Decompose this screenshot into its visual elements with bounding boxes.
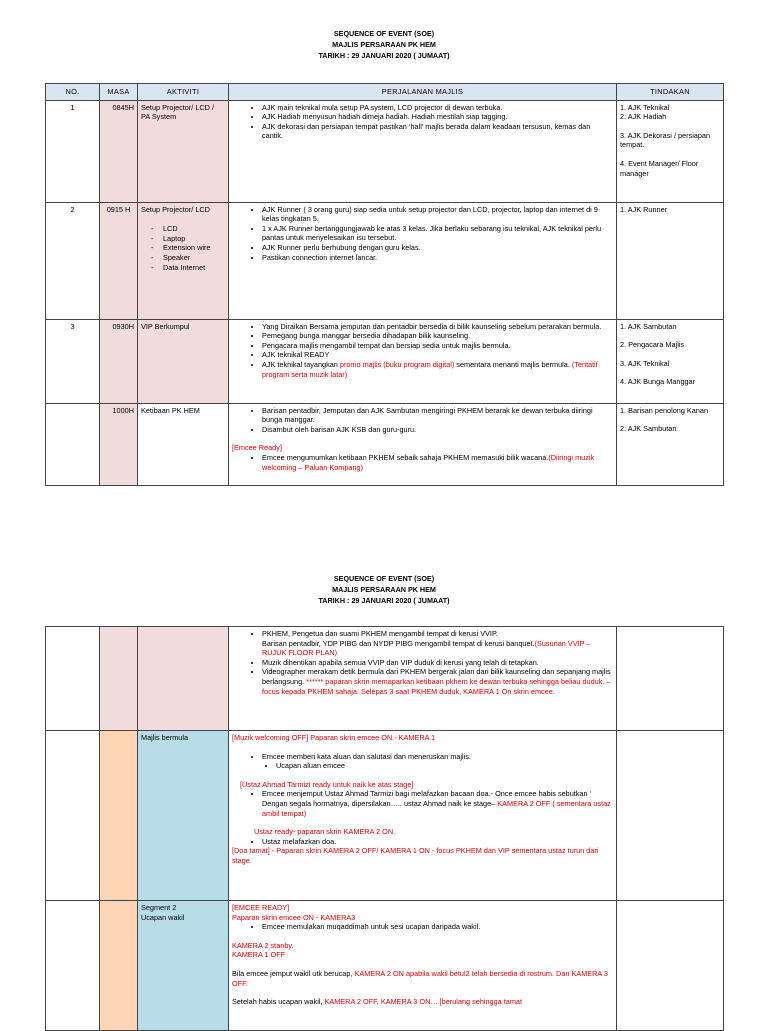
row-aktiviti: Setup Projector/ LCD / PA System [138, 100, 229, 202]
col-perjalanan: PERJALANAN MAJLIS [229, 84, 617, 101]
row-aktiviti: Ketibaan PK HEM [138, 403, 229, 485]
text [232, 997, 613, 1007]
red-note: KAMERA 2 OFF ( sementara ustaz ambil tempat) [262, 798, 611, 818]
list-item: • Emcee memberi kata aluan dan salutasi dan meneruskan majlis. [262, 752, 613, 762]
row-masa: 0930H [100, 319, 138, 403]
list-item: • 1 x AJK Runner bertanggungjawab ke atas 3 kelas. Jika berlaku sebarang isu teknikal, AJK teknikal perlu pantas untuk menyelesaikan isu tersebut. [262, 224, 613, 243]
tindakan-item: 2. Pengacara Majlis [620, 340, 685, 350]
row-perjalanan [229, 403, 617, 485]
table-row [46, 403, 724, 485]
soe-table-page1 [45, 83, 724, 486]
tindakan-item: 1. Barisan penolong Kanan [620, 405, 709, 415]
row-tindakan [617, 901, 724, 1031]
table-row [46, 731, 724, 901]
text [232, 969, 613, 988]
list-item: • Pemegang bunga manggar bersedia dihadapan bilik kaunseling. [262, 331, 613, 341]
list-item: • AJK Hadiah menyusun hadiah dimeja hadiah. Hadiah mestilah siap tagging. [262, 112, 613, 122]
doc-date: TARIKH : 29 JANUARI 2020 ( JUMAAT) [318, 596, 450, 605]
row-aktiviti: VIP Berkumpul [138, 319, 229, 403]
row-masa [100, 627, 138, 731]
red-note: ****** paparan skrin memaparkan ketibaan pkhem ke dewan terbuka sehingga beliau duduk. – focus kepada PKHEM sahaja. Selepas 3 saat PKHEM duduk, KAMERA 1 On skrin emcee. [262, 676, 611, 696]
list-item: • AJK main teknikal mula setup PA system, LCD projector di dewan terbuka. [262, 103, 613, 113]
col-tindakan: TINDAKAN [617, 84, 724, 101]
row-masa: 0915 H [100, 202, 138, 319]
red-note: KAMERA 2 ON apabila wakil betul2 telah bersedia di rostrum. Dan KAMERA 3 OFF. [232, 968, 608, 988]
list-item: • Pastikan connection internet lancar. [262, 253, 613, 263]
text: sementara menanti majlis bermula. [454, 359, 572, 369]
row-perjalanan [229, 901, 617, 1031]
tindakan-item: 3. AJK Dekorasi / persiapan tempat. [620, 130, 711, 150]
cue-note: Ustaz ready- paparan skrin KAMERA 2 ON. [254, 827, 396, 837]
text: Videographer merakam detik bermula dari PKHEM bergerak jalan dari bilik kaunseling dan sepanjang majlis berlangsung. [262, 667, 611, 686]
row-masa: 0845H [100, 100, 138, 202]
cue-note: [Ustaz Ahmad Tarmizi ready untuk naik ke atas stage] [240, 779, 414, 789]
list-item: • Disambut oleh barisan AJK KSB dan guru-guru. [262, 425, 613, 435]
row-masa [100, 901, 138, 1031]
doc-subtitle: MAJLIS PERSARAAN PK HEM [332, 40, 436, 49]
tindakan-item: 2. AJK Hadiah [620, 112, 667, 122]
cue-note: [Muzik welcoming OFF] Paparan skrin emcee ON.- KAMERA 1 [232, 733, 436, 742]
row-tindakan [617, 731, 724, 901]
table-row [46, 100, 724, 202]
page2-header [0, 573, 768, 606]
row-no [46, 627, 100, 731]
cue-note: KAMERA 2 stanby. [232, 940, 294, 950]
row-aktiviti [138, 627, 229, 731]
list-item: • AJK dekorasi dan persiapan tempat pastikan ‘hall’ majlis berada dalam keadaan tersusun, kemas dan cantik. [262, 122, 613, 141]
emcee-ready-note: [Emcee Ready] [232, 443, 282, 453]
list-item [262, 360, 613, 379]
list-item [262, 667, 613, 696]
soe-table-page2 [45, 626, 724, 1031]
list-item: • Yang Diraikan Bersama jemputan dan pentadbir bersedia di bilik kaunseling sebelum perarakan bermula. [262, 322, 613, 332]
list-item: • Pengacara majlis mengambil tempat dan bersiap sedia untuk majlis bermula. [262, 341, 613, 351]
list-item [262, 789, 613, 818]
tindakan-item: 4. Event Manager/ Floor manager [620, 158, 699, 178]
list-item [262, 639, 613, 658]
list-item: • Muzik dihentikan apabila semua VVIP dan VIP duduk di kerusi yang telah di tetapkan. [262, 658, 613, 668]
cue-note: Paparan skrin emcee ON - KAMERA3 [232, 912, 356, 922]
row-perjalanan [229, 731, 617, 901]
row-no: 2 [46, 202, 100, 319]
row-aktiviti [138, 202, 229, 319]
row-aktiviti [138, 901, 229, 1031]
tindakan-item: 1. AJK Teknikal [620, 102, 670, 112]
list-item: • Ustaz melafazkan doa. [262, 837, 613, 847]
red-note: (Susunan VVIP – RUJUK FLOOR PLAN) [262, 638, 591, 658]
cue-note: [Doa tamat] - Paparan skrin KAMERA 2 OFF/ KAMERA 1 ON - focus PKHEM dan VIP sementara ustaz turun dari stage. [232, 846, 599, 865]
tindakan-item: 1. AJK Sambutan [620, 321, 677, 331]
cue-note: [EMCEE READY] [232, 903, 290, 912]
doc-subtitle: MAJLIS PERSARAAN PK HEM [332, 585, 436, 594]
tindakan-item: 4. AJK Bunga Manggar [620, 377, 696, 387]
table-row [46, 627, 724, 731]
text: Bila emcee jemput wakil utk berucap, [232, 968, 355, 978]
row-tindakan [617, 100, 724, 202]
row-tindakan [617, 627, 724, 731]
text: Emcee mengumumkan ketibaan PKHEM sebaik sahaja PKHEM memasuki bilik wacana. [262, 452, 549, 462]
col-aktiviti: AKTIVITI [138, 84, 229, 101]
segment-subtitle: Ucapan wakil [141, 912, 185, 922]
list-item: • Ucapan aluan emcee [276, 761, 613, 771]
cue-note: KAMERA 1 OFF [232, 950, 286, 960]
row-no: 3 [46, 319, 100, 403]
row-no [46, 731, 100, 901]
list-item: • PKHEM, Pengetua dan suami PKHEM mengambil tempat di kerusi VVIP. [262, 629, 613, 639]
text: AJK teknikal tayangkan [262, 359, 340, 369]
col-no: NO. [46, 84, 100, 101]
text: Setelah habis ucapan wakil, [232, 997, 325, 1007]
row-masa [100, 731, 138, 901]
segment-title: Segment 2 [141, 903, 177, 912]
row-no: 1 [46, 100, 100, 202]
row-no [46, 403, 100, 485]
row-tindakan [617, 319, 724, 403]
row-no [46, 901, 100, 1031]
row-perjalanan [229, 202, 617, 319]
equipment-item: - LCD [163, 224, 225, 234]
page1-header [0, 28, 768, 61]
list-item: • AJK teknikal READY [262, 350, 613, 360]
doc-title: SEQUENCE OF EVENT (SOE) [333, 574, 435, 583]
col-masa: MASA [100, 84, 138, 101]
table-row [46, 901, 724, 1031]
equipment-item: - Extension wire [163, 243, 225, 253]
row-tindakan [617, 403, 724, 485]
text: Barisan pentadbir, YDP PIBG dan NYDP PIBG mengambil tempat di kerusi banquet. [262, 638, 535, 648]
red-note: promo majlis (buku program digital) [339, 359, 455, 369]
red-note: (Tentatif program serta muzik latar) [262, 359, 598, 379]
aktiviti-title: Setup Projector/ LCD [141, 204, 210, 214]
text: Emcee menjemput Ustaz Ahmad Tarmizi bagi melafazkan bacaan doa.- Once emcee habis sebutkan ‘ Dengan segala hormatnya, dipersilakan….. ustaz Ahmad naik ke stage– [262, 789, 592, 808]
list-item: • Emcee memulakan muqaddimah untuk sesi ucapan daripada wakil. [262, 922, 613, 932]
row-tindakan [617, 202, 724, 319]
table-row [46, 319, 724, 403]
list-item: • Barisan pentadbir, Jemputan dan AJK Sambutan mengiringi PKHEM berarak ke dewan terbuka diiringi bunga manggar. [262, 406, 613, 425]
red-note: KAMERA 2 OFF, KAMERA 3 ON… [berulang sehingga tamat [324, 997, 523, 1007]
list-item: • AJK Runner perlu berhubung dengan guru kelas. [262, 243, 613, 253]
red-note: (Diiringi muzik welcoming – Paluan Kompang) [262, 452, 595, 472]
doc-date: TARIKH : 29 JANUARI 2020 ( JUMAAT) [318, 51, 450, 60]
table-header-row [46, 84, 724, 101]
equipment-item: - Speaker [163, 253, 225, 263]
row-perjalanan [229, 627, 617, 731]
tindakan-item: 2. AJK Sambutan [620, 424, 677, 434]
equipment-item: - Laptop [163, 234, 225, 244]
table-row [46, 202, 724, 319]
list-item: • AJK Runner ( 3 orang guru) siap sedia untuk setup projector dan LCD, projector, laptop dan internet di 9 kelas tingkatan 5. [262, 205, 613, 224]
row-aktiviti: Majlis bermula [138, 731, 229, 901]
list-item [262, 453, 613, 472]
row-perjalanan [229, 319, 617, 403]
doc-title: SEQUENCE OF EVENT (SOE) [333, 29, 435, 38]
tindakan-item: 3. AJK Teknikal [620, 358, 670, 368]
tindakan-item: 1. AJK Runner [620, 204, 668, 214]
row-masa: 1000H [100, 403, 138, 485]
equipment-item: - Data Internet [163, 263, 225, 273]
row-perjalanan [229, 100, 617, 202]
